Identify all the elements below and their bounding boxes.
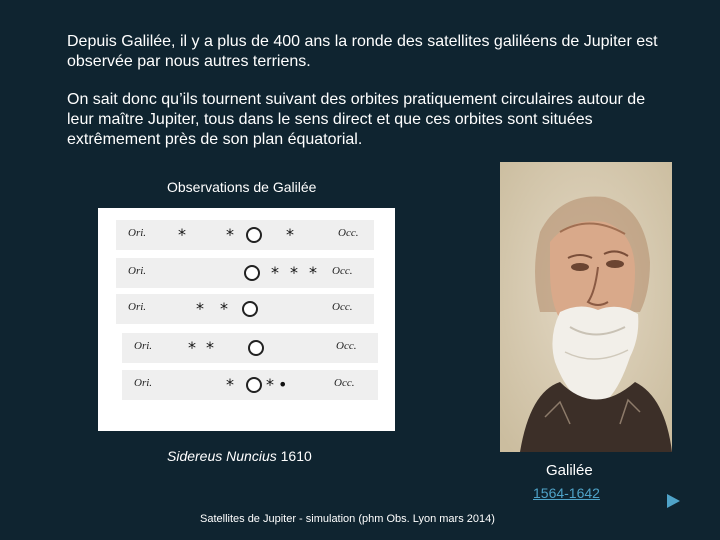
ori-label: Ori. bbox=[128, 301, 147, 313]
satellite-mark: * bbox=[286, 225, 294, 244]
ori-label: Ori. bbox=[128, 265, 147, 277]
ori-label: Ori. bbox=[134, 340, 153, 352]
intro-paragraph: Depuis Galilée, il y a plus de 400 ans la ronde des satellites galiléens de Jupiter est observée par nous autres terriens. bbox=[67, 33, 658, 70]
portrait-dates-link[interactable]: 1564-1642 bbox=[533, 485, 600, 501]
observation-row bbox=[116, 258, 374, 288]
jupiter-disc bbox=[248, 340, 264, 356]
ori-label: Ori. bbox=[134, 377, 153, 389]
satellite-mark: * bbox=[226, 375, 234, 394]
satellite-mark: * bbox=[178, 225, 186, 244]
satellite-mark: * bbox=[271, 263, 279, 282]
satellite-mark: * bbox=[266, 375, 274, 394]
satellite-mark: * bbox=[309, 263, 317, 282]
satellite-mark: * bbox=[290, 263, 298, 282]
occ-label: Occ. bbox=[332, 301, 353, 313]
satellite-mark: * bbox=[188, 338, 196, 357]
galileo-observations-sketch bbox=[98, 208, 395, 431]
jupiter-disc bbox=[246, 227, 262, 243]
portrait-drawing bbox=[500, 162, 672, 452]
satellite-mark: * bbox=[206, 338, 214, 357]
jupiter-disc bbox=[246, 377, 262, 393]
next-slide-button[interactable] bbox=[667, 494, 680, 508]
satellite-mark: * bbox=[220, 299, 228, 318]
jupiter-disc bbox=[242, 301, 258, 317]
observation-row bbox=[122, 333, 378, 363]
galileo-portrait bbox=[500, 162, 672, 452]
jupiter-disc bbox=[244, 265, 260, 281]
occ-label: Occ. bbox=[334, 377, 355, 389]
occ-label: Occ. bbox=[332, 265, 353, 277]
ori-label: Ori. bbox=[128, 227, 147, 239]
sidereus-year: 1610 bbox=[280, 448, 312, 464]
satellite-mark: * bbox=[226, 225, 234, 244]
portrait-name: Galilée bbox=[546, 462, 593, 479]
occ-label: Occ. bbox=[338, 227, 359, 239]
satellite-dot: • bbox=[278, 375, 288, 394]
footer-credit: Satellites de Jupiter - simulation (phm Obs. Lyon mars 2014) bbox=[200, 513, 495, 525]
sidereus-nuncius-caption bbox=[167, 448, 312, 464]
sidereus-title: Sidereus Nuncius bbox=[167, 448, 277, 464]
observations-title: Observations de Galilée bbox=[167, 179, 317, 195]
observation-row bbox=[116, 220, 374, 250]
observation-row bbox=[116, 294, 374, 324]
occ-label: Occ. bbox=[336, 340, 357, 352]
satellite-mark: * bbox=[196, 299, 204, 318]
orbits-paragraph: On sait donc qu’ils tournent suivant des orbites pratiquement circulaires autour de leur maître Jupiter, tous dans le sens direct et que ces orbites sont situées extrêmement près de son plan équatorial. bbox=[67, 91, 646, 148]
observation-row bbox=[122, 370, 378, 400]
